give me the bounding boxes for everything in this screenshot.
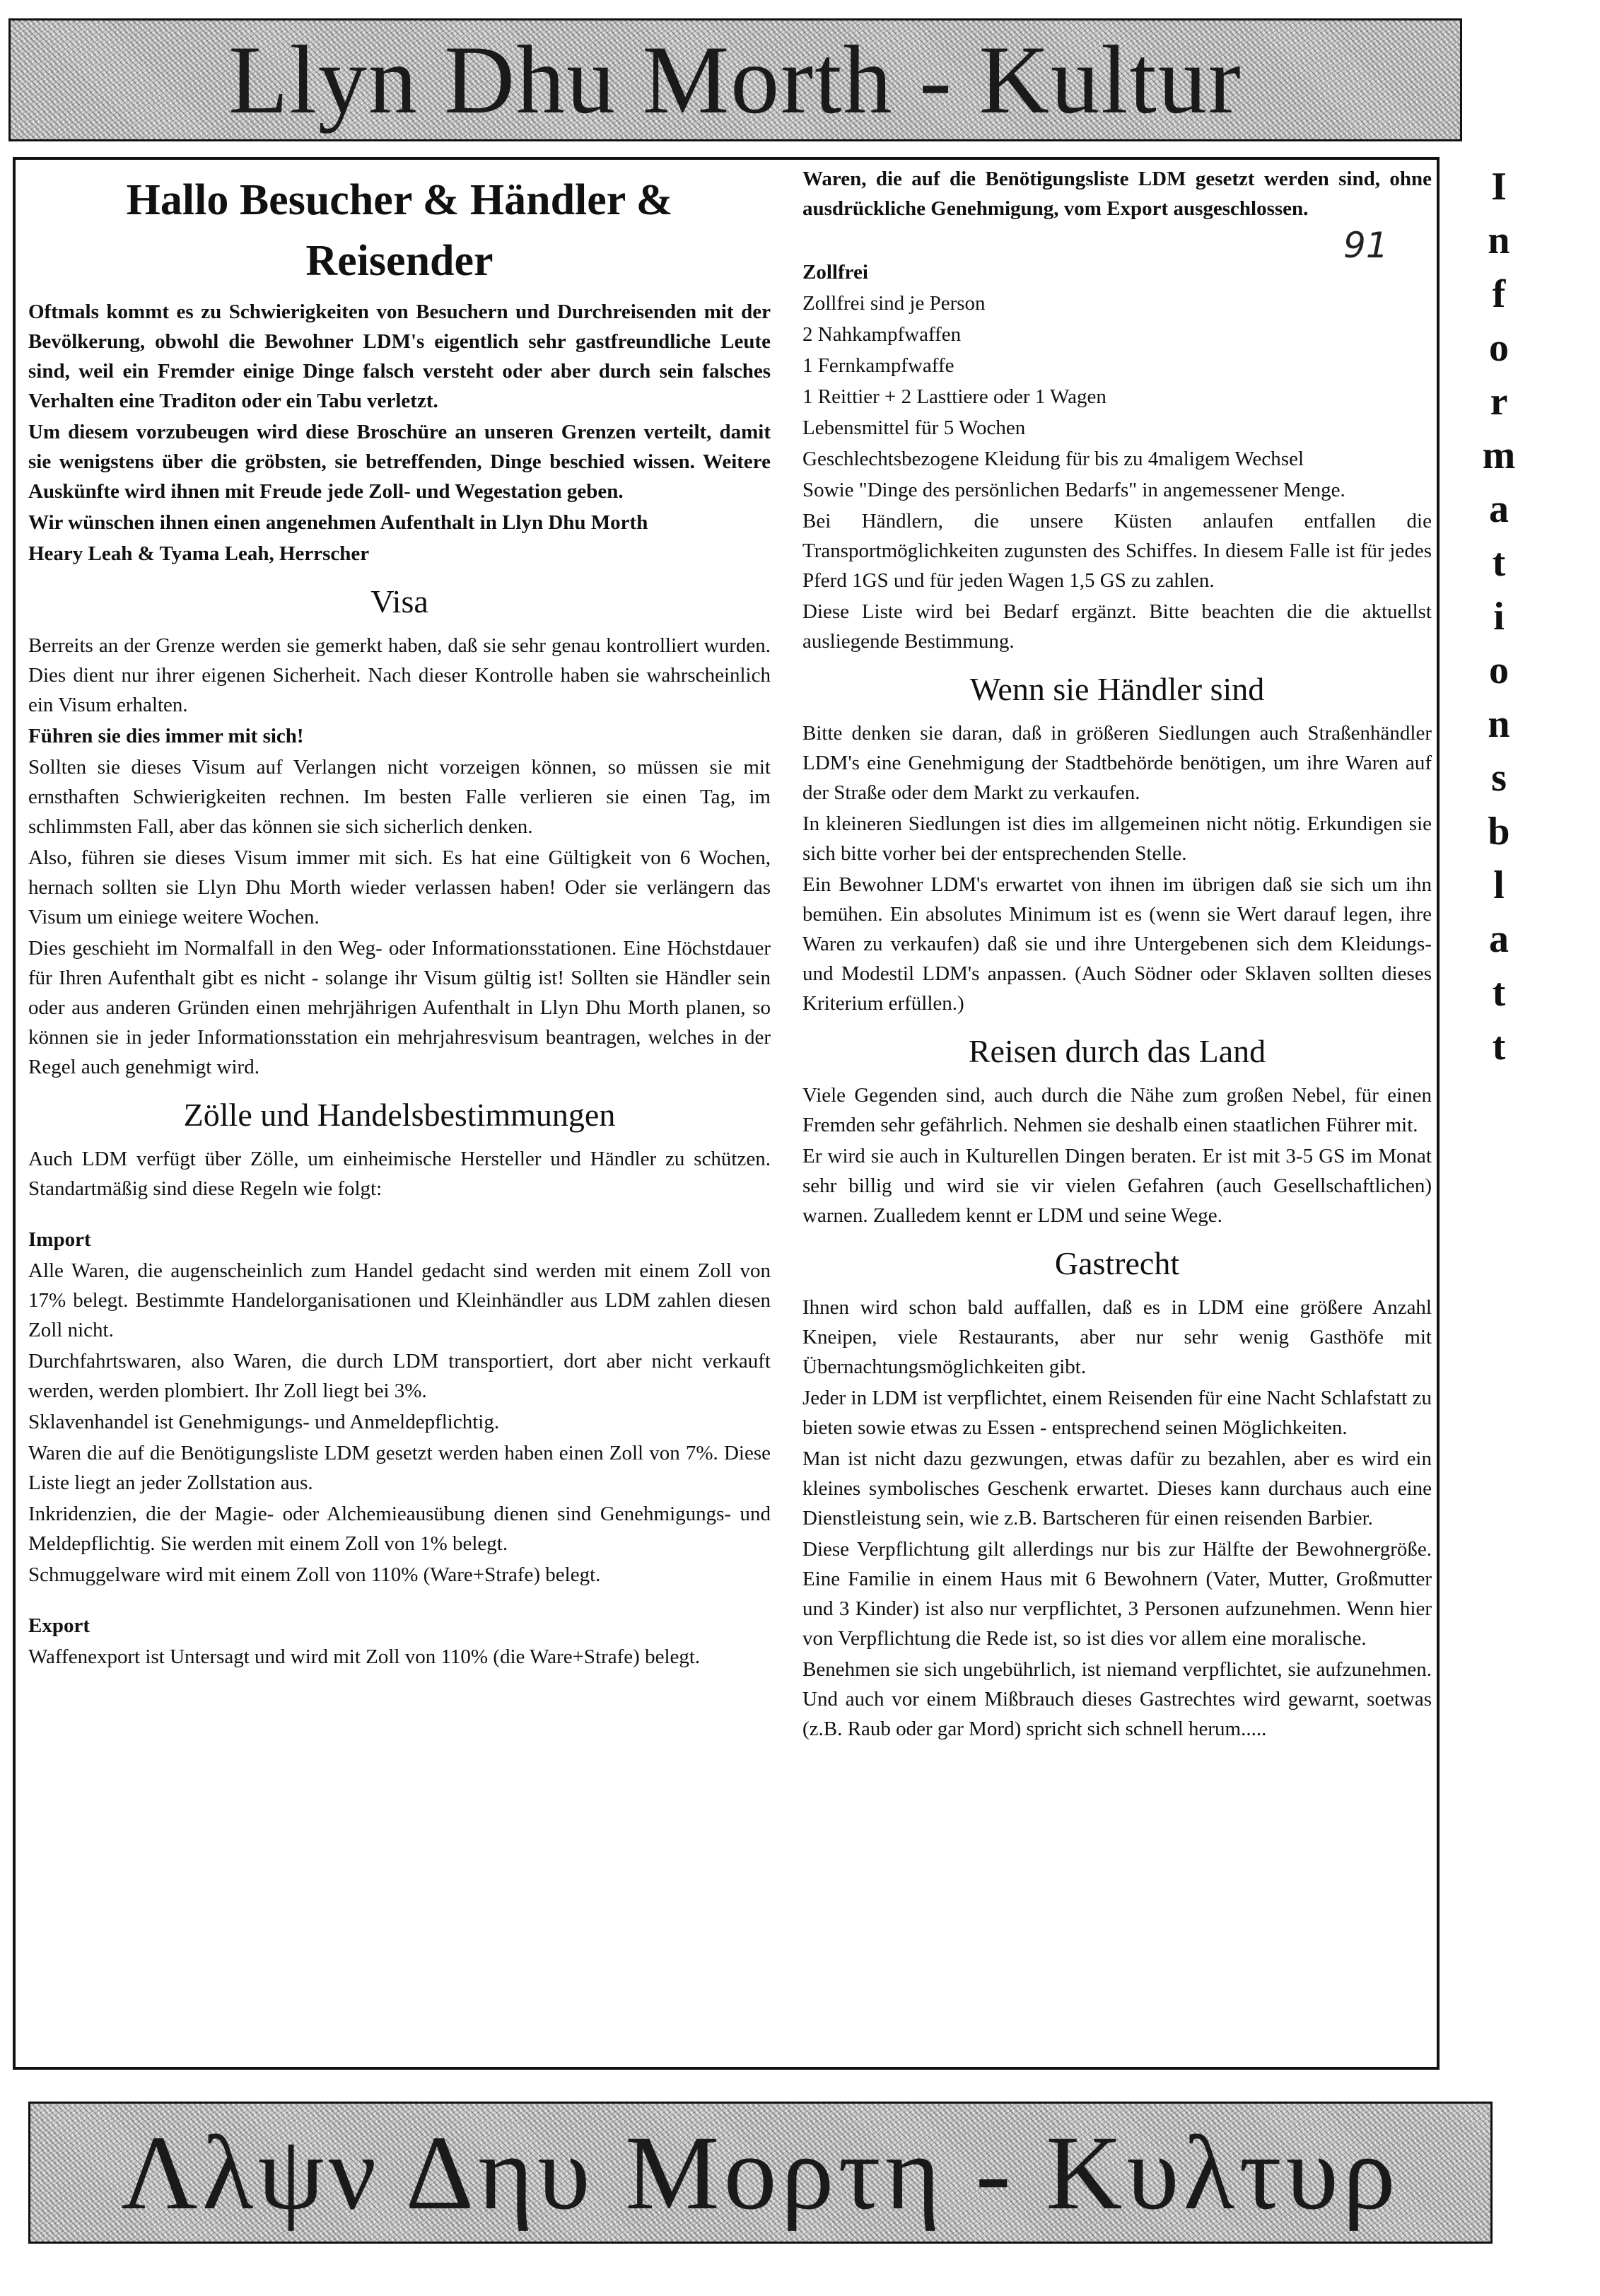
intro-signature: Heary Leah & Tyama Leah, Herrscher xyxy=(28,542,370,565)
gastrecht-paragraph: Man ist nicht dazu gezwungen, etwas dafür zu bezahlen, aber es wird ein kleines symbolisches Geschenk erwartet. Dieses kann durchaus auch eine Dienstleistung sein, wie z.B. Bartscheren für einen reisenden Barbier. xyxy=(802,1447,1432,1529)
left-column xyxy=(28,164,771,1673)
haendler-paragraph: In kleineren Siedlungen ist dies im allgemeinen nicht nötig. Erkundigen sie sich bitte vorher bei der entsprechenden Stelle. xyxy=(802,812,1432,865)
visa-paragraph: Berreits an der Grenze werden sie gemerkt haben, daß sie sehr genau kontrolliert wurden. Dies dient nur ihrer eigenen Sicherheit. Nach dieser Kontrolle haben sie wahrscheinlich ein Visum erhalten. xyxy=(28,634,771,716)
zollfrei-line: 1 Reittier + 2 Lasttiere oder 1 Wagen xyxy=(802,385,1106,408)
sidebar-letter: o xyxy=(1489,326,1509,370)
handwritten-page-note: 91 xyxy=(1343,225,1389,266)
zollfrei-line: Lebensmittel für 5 Wochen xyxy=(802,416,1026,439)
zollfrei-line: 2 Nahkampfwaffen xyxy=(802,323,962,346)
import-paragraph: Schmuggelware wird mit einem Zoll von 110% (Ware+Strafe) belegt. xyxy=(28,1563,601,1586)
main-title-line-2: Reisender xyxy=(305,237,494,285)
gastrecht-heading: Gastrecht xyxy=(1054,1245,1180,1281)
zollfrei-label: Zollfrei xyxy=(802,261,868,284)
sidebar-letter: I xyxy=(1491,165,1507,209)
visa-paragraph: Also, führen sie dieses Visum immer mit sich. Es hat eine Gültigkeit von 6 Wochen, hernach sollten sie Llyn Dhu Morth wieder verlassen haben! Oder sie verlängern das Visum um einiege weitere Wochen. xyxy=(28,846,771,928)
vertical-title-informationsblatt xyxy=(1456,160,1541,1073)
visa-paragraph: Dies geschieht im Normalfall in den Weg- oder Informationsstationen. Eine Höchstdauer für Ihren Aufenthalt gibt es nicht - solange ihr Visum gültig ist! Sollten sie Händler sein oder aus anderen Gründen einen mehrjährigen Aufenthalt in Llyn Dhu Morth planen, so können sie in jeder Informationsstation ein mehrjahresvisum beantragen, welches in der Regel auch genehmigt wird. xyxy=(28,937,771,1078)
import-label: Import xyxy=(28,1228,91,1251)
zollfrei-paragraph: Diese Liste wird bei Bedarf ergänzt. Bitte beachten die die aktuellst ausliegende Bestimmung. xyxy=(802,600,1432,653)
sidebar-letter: r xyxy=(1490,380,1508,424)
main-title-line-1: Hallo Besucher & Händler & xyxy=(126,176,673,224)
gastrecht-paragraph: Jeder in LDM ist verpflichtet, einem Reisenden für eine Nacht Schlafstatt zu bieten sowie etwas zu Essen - entsprechend seinen Möglichkeiten. xyxy=(802,1387,1432,1439)
zollfrei-line: Geschlechtsbezogene Kleidung für bis zu 4maligem Wechsel xyxy=(802,448,1304,470)
customs-intro: Auch LDM verfügt über Zölle, um einheimische Hersteller und Händler zu schützen. Standartmäßig sind diese Regeln wie folgt: xyxy=(28,1148,771,1200)
zollfrei-line: 1 Fernkampfwaffe xyxy=(802,354,954,377)
zollfrei-line: Zollfrei sind je Person xyxy=(802,292,986,315)
sidebar-letter: s xyxy=(1491,756,1507,800)
import-paragraph: Alle Waren, die augenscheinlich zum Handel gedacht sind werden mit einem Zoll von 17% belegt. Bestimmte Handelorganisationen und Kleinhändler aus LDM zahlen diesen Zoll nicht. xyxy=(28,1259,771,1341)
gastrecht-paragraph: Benehmen sie sich ungebührlich, ist niemand verpflichtet, sie aufzunehmen. Und auch vor einem Mißbrauch dieses Gastrechtes wird gewarnt, soetwas (z.B. Raub oder gar Mord) spricht sich schnell herum..... xyxy=(802,1658,1432,1740)
haendler-paragraph: Bitte denken sie daran, daß in größeren Siedlungen auch Straßenhändler LDM's eine Genehmigung der Stadtbehörde benötigen, um ihre Waren auf der Straße oder dem Markt zu verkaufen. xyxy=(802,722,1432,804)
sidebar-letter: b xyxy=(1488,810,1510,853)
sidebar-letter: i xyxy=(1493,595,1505,639)
import-paragraph: Waren die auf die Benötigungsliste LDM gesetzt werden haben einen Zoll von 7%. Diese Liste liegt an jeder Zollstation aus. xyxy=(28,1442,771,1494)
intro-paragraph: Wir wünschen ihnen einen angenehmen Aufenthalt in Llyn Dhu Morth xyxy=(28,511,648,534)
zollfrei-paragraph: Bei Händlern, die unsere Küsten anlaufen entfallen die Transportmöglichkeiten zugunsten des Schiffes. In diesem Falle ist für jedes Pferd 1GS und für jeden Wagen 1,5 GS zu zahlen. xyxy=(802,510,1432,592)
export-paragraph: Waffenexport ist Untersagt und wird mit Zoll von 110% (die Ware+Strafe) belegt. xyxy=(28,1645,701,1668)
customs-heading: Zölle und Handelsbestimmungen xyxy=(183,1097,616,1133)
reisen-paragraph: Viele Gegenden sind, auch durch die Nähe zum großen Nebel, für einen Fremden sehr gefährlich. Nehmen sie deshalb einen staatlichen Führer mit. xyxy=(802,1084,1432,1136)
reisen-paragraph: Er wird sie auch in Kulturellen Dingen beraten. Er ist mit 3-5 GS im Monat sehr billig und wird sie vir vielen Gefahren (auch Gesellschaftlichen) warnen. Zualledem kennt er LDM und seine Wege. xyxy=(802,1145,1432,1227)
gastrecht-paragraph: Ihnen wird schon bald auffallen, daß es in LDM eine größere Anzahl Kneipen, viele Restaurants, aber nur sehr wenig Gasthöfe mit Übernachtungsmöglichkeiten gibt. xyxy=(802,1296,1432,1378)
sidebar-letter: a xyxy=(1489,487,1509,531)
haendler-paragraph: Ein Bewohner LDM's erwartet von ihnen im übrigen daß sie sich um ihn bemühen. Ein absolutes Minimum ist es (wenn sie Wert darauf legen, ihre Waren zu verkaufen) daß sie und ihre Untergebenen sich dem Kleidungs- und Modestil LDM's anpassen. (Auch Södner oder Sklaven sollten dieses Kriterium erfüllen.) xyxy=(802,873,1432,1015)
export-label: Export xyxy=(28,1614,90,1637)
footer-banner-text: Λλψν Δηυ Μορτη - Κυλτυρ xyxy=(121,2114,1400,2232)
import-paragraph: Inkridenzien, die der Magie- oder Alchemieausübung dienen sind Genehmigungs- und Meldepflichtig. Sie werden mit einem Zoll von 1% belegt. xyxy=(28,1503,771,1555)
sidebar-letter: o xyxy=(1489,648,1509,692)
footer-banner xyxy=(28,2102,1493,2244)
sidebar-letter: t xyxy=(1492,541,1506,585)
sidebar-letter: t xyxy=(1492,1025,1506,1068)
sidebar-letter: n xyxy=(1488,702,1510,746)
zollfrei-line: Sowie "Dinge des persönlichen Bedarfs" in angemessener Menge. xyxy=(802,479,1345,501)
header-banner-text: Llyn Dhu Morth - Kultur xyxy=(228,25,1242,134)
main-title xyxy=(28,170,771,291)
visa-callout: Führen sie dies immer mit sich! xyxy=(28,725,304,747)
import-paragraph: Durchfahrtswaren, also Waren, die durch LDM transportiert, dort aber nicht verkauft werden, werden plombiert. Ihr Zoll liegt bei 3%. xyxy=(28,1350,771,1402)
reisen-heading: Reisen durch das Land xyxy=(968,1033,1266,1069)
right-column xyxy=(802,164,1432,1745)
visa-paragraph: Sollten sie dieses Visum auf Verlangen nicht vorzeigen können, so müssen sie mit ernsthaften Schwierigkeiten rechnen. Im besten Falle verlieren sie einen Tag, im schlimmsten Fall, aber das können sie sich sicherlich denken. xyxy=(28,756,771,838)
sidebar-letter: n xyxy=(1488,218,1510,262)
haendler-heading: Wenn sie Händler sind xyxy=(969,671,1265,707)
export-continuation: Waren, die auf die Benötigungsliste LDM gesetzt werden sind, ohne ausdrückliche Genehmigung, vom Export ausgeschlossen. xyxy=(802,168,1432,220)
gastrecht-paragraph: Diese Verpflichtung gilt allerdings nur bis zur Hälfte der Bewohnergröße. Eine Familie in einem Haus mit 6 Bewohnern (Vater, Mutter, Großmutter und 3 Kinder) ist also nur verpflichtet, 3 Personen aufzunehmen. Wenn hier von Verpflichtung die Rede ist, so ist dies vor allem eine moralische. xyxy=(802,1538,1432,1650)
sidebar-letter: f xyxy=(1492,272,1506,316)
sidebar-letter: t xyxy=(1492,971,1506,1015)
import-paragraph: Sklavenhandel ist Genehmigungs- und Anmeldepflichtig. xyxy=(28,1411,500,1433)
header-banner xyxy=(8,18,1462,141)
sidebar-letter: m xyxy=(1482,433,1516,477)
intro-paragraph: Oftmals kommt es zu Schwierigkeiten von Besuchern und Durchreisenden mit der Bevölkerung, obwohl die Bewohner LDM's eigentlich sehr gastfreundliche Leute sind, weil ein Fremder einige Dinge falsch versteht oder aber durch sein falsches Verhalten eine Traditon oder ein Tabu verletzt. xyxy=(28,301,771,412)
sidebar-letter: a xyxy=(1489,917,1509,961)
sidebar-letter: l xyxy=(1493,863,1505,907)
visa-heading: Visa xyxy=(370,583,428,619)
intro-paragraph: Um diesem vorzubeugen wird diese Broschüre an unseren Grenzen verteilt, damit sie wenigstens über die gröbsten, sie betreffenden, Dinge beschied wissen. Weitere Auskünfte wird ihnen mit Freude jede Zoll- und Wegestation geben. xyxy=(28,421,771,503)
